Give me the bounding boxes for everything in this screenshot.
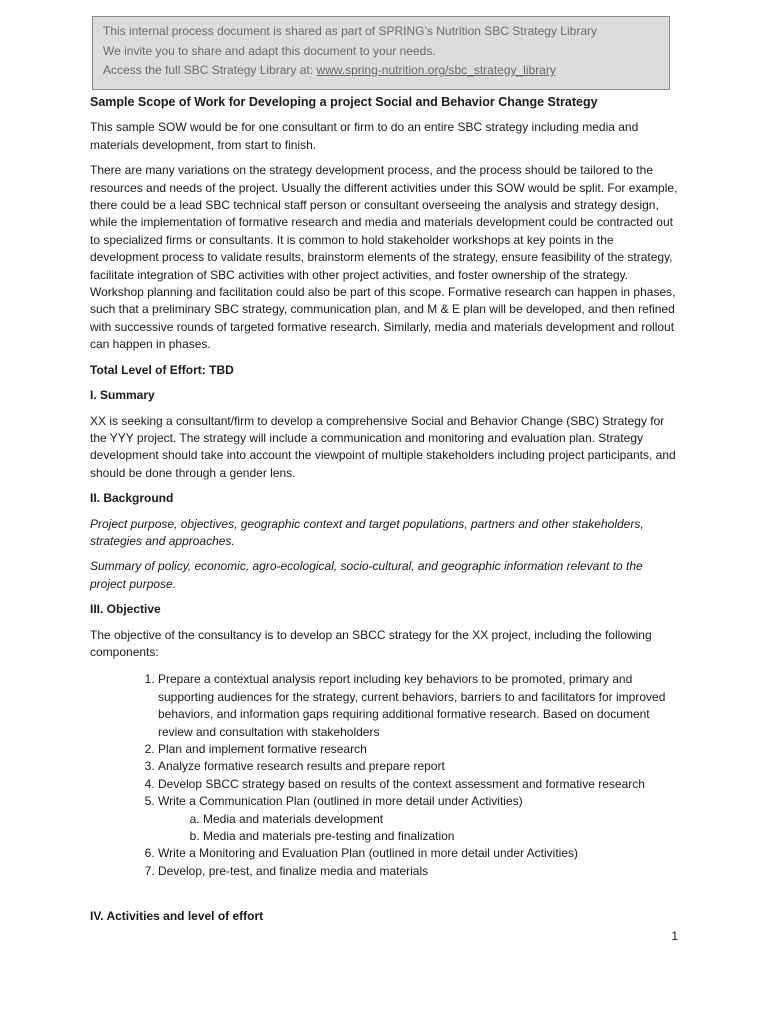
sublist-item: b. Media and materials pre-testing and finalization [203, 828, 680, 845]
notice-line-3-prefix: Access the full SBC Strategy Library at: [103, 63, 317, 77]
summary-text: XX is seeking a consultant/firm to develop a comprehensive Social and Behavior Change (SBC) Strategy for the YYY project. The strategy will include a communication and monitoring and evaluation plan. Strategy development should take into account the viewpoint of multiple stakeholders including project participants, and should be done through a gender lens. [90, 413, 676, 480]
library-notice-box [92, 16, 670, 90]
document-body [90, 94, 680, 880]
list-item-with-sublist [158, 793, 680, 845]
sublist-item: a. Media and materials development [203, 811, 680, 828]
list-item: 1. Prepare a contextual analysis report including key behaviors to be promoted, primary and supporting audiences for the strategy, current behaviors, barriers to and facilitators for improved behaviors, and information gaps requiring additional formative research. Based on document review and consultation with stakeholders [158, 671, 680, 741]
list-item: 4. Develop SBCC strategy based on results of the context assessment and formative research [158, 776, 680, 793]
list-item: 7. Develop, pre-test, and finalize media and materials [158, 863, 680, 880]
background-heading: II. Background [90, 491, 174, 506]
objective-heading: III. Objective [90, 602, 161, 617]
notice-line-3 [103, 61, 659, 81]
list-item: 6. Write a Monitoring and Evaluation Plan (outlined in more detail under Activities) [158, 845, 680, 862]
intro-paragraph-1: This sample SOW would be for one consultant or firm to do an entire SBC strategy including media and materials development, from start to finish. [90, 120, 639, 152]
document-title: Sample Scope of Work for Developing a project Social and Behavior Change Strategy [90, 95, 598, 109]
background-text-1: Project purpose, objectives, geographic context and target populations, partners and other stakeholders, strategies and approaches. [90, 516, 644, 548]
list-item: 2. Plan and implement formative research [158, 741, 680, 758]
background-text-2: Summary of policy, economic, agro-ecological, socio-cultural, and geographic information relevant to the project purpose. [90, 559, 643, 591]
list-item: 3. Analyze formative research results and prepare report [158, 758, 680, 775]
library-link[interactable]: www.spring-nutrition.org/sbc_strategy_library [316, 63, 556, 77]
activities-heading: IV. Activities and level of effort [90, 909, 264, 923]
intro-paragraph-2: There are many variations on the strategy development process, and the process should be tailored to the resources and needs of the project. Usually the different activities under this SOW would be split. For example, there could be a lead SBC technical staff person or consultant overseeing the analysis and strategy design, while the implementation of formative research and media and materials development could be contracted out to specialized firms or consultants. It is common to hold stakeholder workshops at key points in the development process to validate results, brainstorm elements of the strategy, ensure feasibility of the strategy, facilitate integration of SBC activities with other project activities, and foster ownership of the strategy. Workshop planning and facilitation could also be part of this scope. Formative research can happen in phases, such that a preliminary SBC strategy, communication plan, and M & E plan will be developed, and then refined with successive rounds of targeted formative research. Similarly, media and materials development and rollout can happen in phases. [90, 163, 678, 352]
communication-sublist [158, 811, 680, 846]
notice-line-1: This internal process document is shared as part of SPRING’s Nutrition SBC Strategy Library [103, 24, 597, 38]
total-effort: Total Level of Effort: TBD [90, 362, 234, 377]
objective-list [90, 671, 680, 880]
summary-heading: I. Summary [90, 388, 155, 403]
page-number: 1 [671, 929, 678, 943]
list-item-label: Write a Communication Plan (outlined in more detail under Activities) [158, 794, 523, 809]
notice-line-2: We invite you to share and adapt this document to your needs. [103, 43, 436, 58]
objective-text: The objective of the consultancy is to develop an SBCC strategy for the XX project, including the following components: [90, 627, 652, 659]
